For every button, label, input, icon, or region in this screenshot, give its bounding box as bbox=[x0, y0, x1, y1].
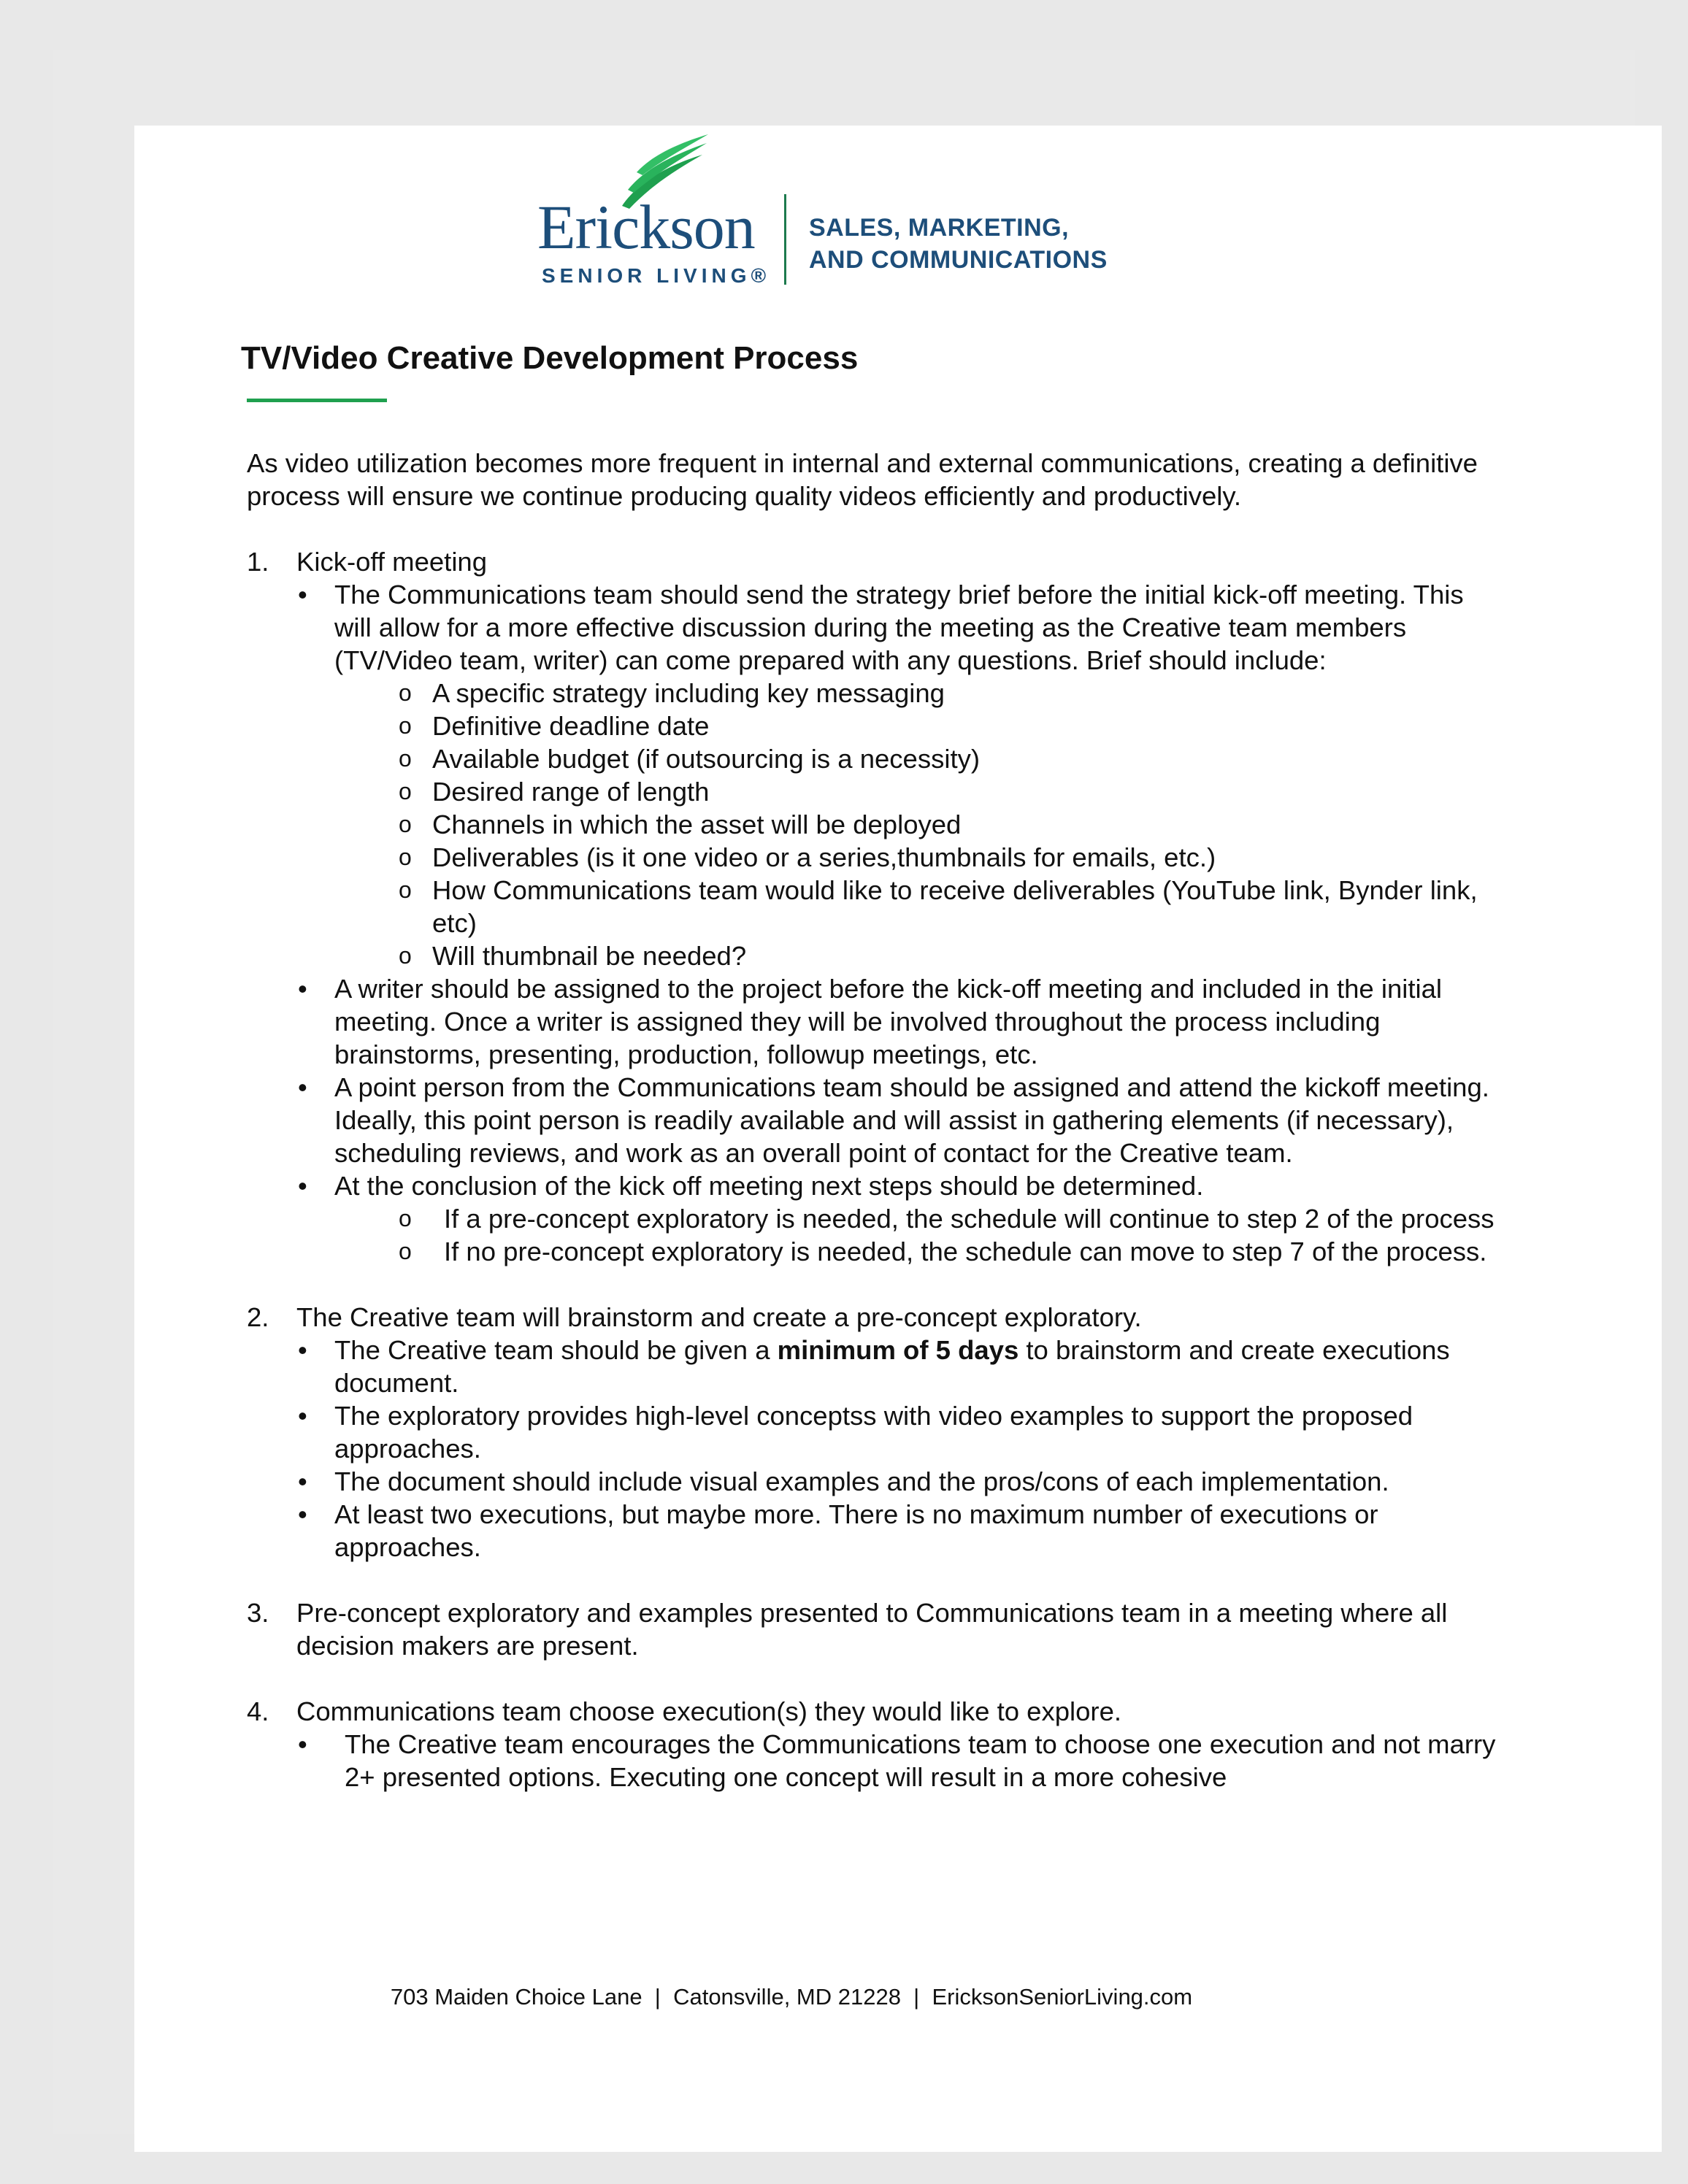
sub-bullet-text: How Communications team would like to receive deliverables (YouTube link, Bynder link, etc) bbox=[432, 875, 1478, 938]
sub-bullet-marker: o bbox=[399, 1238, 412, 1264]
step-1 bbox=[247, 545, 1503, 578]
sub-bullet-item bbox=[247, 808, 1503, 841]
bullet-item: • At the conclusion of the kick off meeting next steps should be determined. bbox=[247, 1169, 1503, 1202]
department-line-2: AND COMMUNICATIONS bbox=[809, 246, 1108, 274]
department-name bbox=[809, 212, 1108, 276]
sub-bullet-item bbox=[247, 710, 1503, 742]
bullet-item: • The document should include visual examples and the pros/cons of each implementation. bbox=[247, 1465, 1503, 1498]
erickson-logo bbox=[537, 133, 1165, 293]
sub-bullet-text: Available budget (if outsourcing is a necessity) bbox=[432, 744, 981, 774]
bullet-emphasis: minimum of 5 days bbox=[777, 1335, 1019, 1365]
sub-bullet-text: Desired range of length bbox=[432, 777, 710, 807]
step-number: 2. bbox=[247, 1302, 269, 1332]
bullet-item bbox=[247, 1728, 1503, 1793]
sub-bullet-marker: o bbox=[399, 1205, 412, 1231]
sub-bullet-marker: o bbox=[399, 778, 412, 804]
sub-bullet-item bbox=[247, 742, 1503, 775]
sub-bullet-item bbox=[247, 775, 1503, 808]
sub-bullet-item bbox=[247, 1202, 1503, 1235]
logo-divider bbox=[784, 194, 786, 285]
sub-bullet-marker: o bbox=[399, 844, 412, 870]
step-number: 3. bbox=[247, 1598, 269, 1628]
step-number: 4. bbox=[247, 1696, 269, 1726]
intro-paragraph: As video utilization becomes more frequent in internal and external communications, creating a definitive process will ensure we continue producing quality videos efficiently and productively. bbox=[247, 448, 1478, 511]
brand-subtitle: SENIOR LIVING® bbox=[542, 264, 771, 287]
sub-bullet-text: A specific strategy including key messaging bbox=[432, 678, 945, 708]
sub-bullet-item bbox=[247, 841, 1503, 874]
sub-bullet-item bbox=[247, 677, 1503, 710]
title-underline bbox=[247, 399, 387, 402]
step-text: Kick-off meeting bbox=[296, 547, 488, 577]
sub-bullet-text: Deliverables (is it one video or a series,thumbnails for emails, etc.) bbox=[432, 842, 1216, 872]
document-body bbox=[247, 447, 1503, 1793]
sub-bullet-item bbox=[247, 1235, 1503, 1268]
sub-bullet-text: If no pre-concept exploratory is needed, the schedule can move to step 7 of the process. bbox=[444, 1237, 1487, 1266]
sub-bullet-item bbox=[247, 874, 1503, 939]
sub-bullet-marker: o bbox=[399, 745, 412, 772]
brand-name: Erickson bbox=[537, 192, 755, 262]
sub-bullet-marker: o bbox=[399, 712, 412, 739]
step-4 bbox=[247, 1695, 1503, 1728]
sub-bullet-text: Channels in which the asset will be deployed bbox=[432, 810, 962, 839]
step-text: Communications team choose execution(s) they would like to explore. bbox=[296, 1696, 1122, 1726]
sub-bullet-marker: o bbox=[399, 680, 412, 706]
step-number: 1. bbox=[247, 547, 269, 577]
sub-bullet-text: If a pre-concept exploratory is needed, the schedule will continue to step 2 of the process bbox=[444, 1204, 1495, 1234]
bullet-text: to brainstorm and create executions document. bbox=[334, 1335, 1450, 1398]
bullet-item bbox=[247, 1334, 1503, 1399]
bullet-text: The Creative team should be given a bbox=[334, 1335, 778, 1365]
department-line-1: SALES, MARKETING, bbox=[809, 214, 1070, 242]
step-text: Pre-concept exploratory and examples presented to Communications team in a meeting where all decision makers are present. bbox=[296, 1598, 1448, 1661]
bullet-item: • A point person from the Communications team should be assigned and attend the kickoff meeting. Ideally, this point person is readily available and will assist in gathering elements (if necessary), scheduling reviews, and work as an overall point of contact for the Creative team. bbox=[247, 1071, 1503, 1169]
bullet-text: The Creative team encourages the Communications team to choose one execution and not marry 2+ presented options. Executing one concept will result in a more cohesive bbox=[345, 1729, 1496, 1792]
step-3 bbox=[247, 1596, 1503, 1662]
page-title: TV/Video Creative Development Process bbox=[241, 340, 859, 376]
sub-bullet-marker: o bbox=[399, 811, 412, 837]
sub-bullet-item bbox=[247, 939, 1503, 972]
bullet-item: • The Communications team should send the strategy brief before the initial kick-off meeting. This will allow for a more effective discussion during the meeting as the Creative team members (TV/Video team, writer) can come prepared with any questions. Brief should include: bbox=[247, 578, 1503, 677]
bullet-marker: • bbox=[298, 1729, 307, 1759]
page-footer bbox=[0, 1984, 1583, 2010]
sub-bullet-text: Will thumbnail be needed? bbox=[432, 941, 747, 971]
bullet-item: • A writer should be assigned to the project before the kick-off meeting and included in the initial meeting. Once a writer is assigned they will be involved throughout the process including brainstorms, presenting, production, followup meetings, etc. bbox=[247, 972, 1503, 1071]
sub-bullet-marker: o bbox=[399, 942, 412, 969]
step-text: The Creative team will brainstorm and create a pre-concept exploratory. bbox=[296, 1302, 1142, 1332]
sub-bullet-text: Definitive deadline date bbox=[432, 711, 710, 741]
step-2 bbox=[247, 1301, 1503, 1334]
bullet-item: • At least two executions, but maybe more. There is no maximum number of executions or approaches. bbox=[247, 1498, 1503, 1564]
sub-bullet-marker: o bbox=[399, 877, 412, 903]
footer-address: 703 Maiden Choice Lane | Catonsville, MD 21228 | EricksonSeniorLiving.com bbox=[390, 1984, 1193, 2010]
bullet-item: • The exploratory provides high-level conceptss with video examples to support the proposed approaches. bbox=[247, 1399, 1503, 1465]
